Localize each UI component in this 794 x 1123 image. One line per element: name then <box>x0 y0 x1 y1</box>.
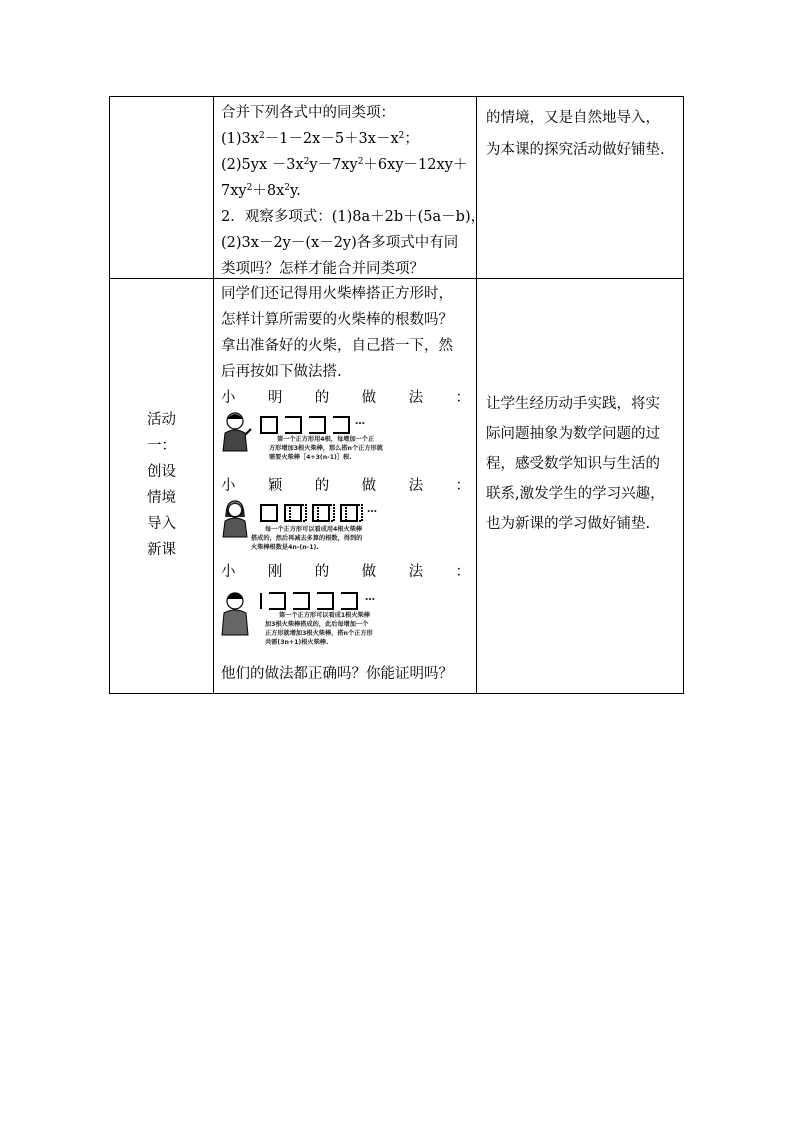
exercise-text <box>221 100 486 282</box>
label-line: 活动 <box>147 412 176 428</box>
text-line: 同学们还记得用火柴棒搭正方形时， <box>221 286 453 302</box>
heading-char: 做 <box>361 478 377 494</box>
method-heading-xiaogang <box>221 561 470 583</box>
text-line: 的情境，又是自然地导入， <box>486 110 660 126</box>
heading-char: 刚 <box>267 564 283 580</box>
text-line: $(1)3x^2-1-2x-5+3x-x^2$； <box>221 131 419 147</box>
text-line: 让学生经历动手实践，将实 <box>486 396 660 412</box>
text-line: 际问题抽象为数学问题的过 <box>486 426 660 442</box>
label-line: 新课 <box>147 542 176 558</box>
heading-char: 法 <box>408 564 424 580</box>
matchstick-squares <box>261 593 357 609</box>
xiaoming-figure <box>221 409 470 475</box>
text-line: 后再按如下做法搭. <box>221 364 342 380</box>
row2-content-cell <box>214 281 476 687</box>
purpose-text <box>486 389 684 539</box>
text-line: $7xy^2+8x^2y$. <box>221 183 301 199</box>
ellipsis: … <box>355 416 365 427</box>
purpose-text <box>486 103 684 167</box>
heading-char: 做 <box>361 564 377 580</box>
text-line: 联系,激发学生的学习兴趣， <box>486 486 665 502</box>
heading-char: 的 <box>314 564 330 580</box>
closing-question <box>221 661 470 687</box>
heading-char: 小 <box>221 478 236 494</box>
ellipsis: … <box>365 592 375 603</box>
girl-illustration <box>223 501 247 537</box>
caption-line: 需要火柴棒［4+3(n-1)］根. <box>269 454 352 461</box>
method-heading-xiaoying <box>221 475 470 497</box>
caption-line: 正方形就增加3根火柴棒，搭n个正方形 <box>265 630 373 637</box>
heading-char: 法 <box>408 478 424 494</box>
caption-line: 共需(3n+1)根火柴棒. <box>265 639 329 646</box>
intro-text <box>221 281 470 385</box>
text-line: $(2)5yx -3x^2y-7xy^2+6xy-12xy+$ <box>221 157 468 173</box>
label-line: 一： <box>147 438 176 454</box>
caption-line: 加3根火柴棒搭成的，此后每增加一个 <box>265 621 369 628</box>
matchstick-squares <box>261 505 362 521</box>
text-line: (2)3x－2y－(x－2y)各多项式中有同 <box>221 235 459 251</box>
heading-char: ： <box>455 564 470 580</box>
xiaoying-figure <box>221 497 470 561</box>
text-line: 拿出准备好的火柴，自己搭一下，然 <box>221 338 453 354</box>
heading-char: 小 <box>221 390 236 406</box>
boy-illustration <box>222 593 248 635</box>
text-line: 怎样计算所需要的火柴棒的根数吗？ <box>221 312 453 328</box>
caption-line: 搭成的，然后再减去多算的根数，得到的 <box>251 535 363 542</box>
lesson-table <box>109 96 684 694</box>
label-line: 创设 <box>147 464 176 480</box>
ellipsis: … <box>367 504 377 515</box>
method-heading-xiaoming <box>221 387 470 409</box>
heading-char: 的 <box>314 478 330 494</box>
heading-char: 的 <box>314 390 330 406</box>
xiaogang-figure <box>221 583 470 661</box>
activity-label <box>110 407 213 563</box>
label-line: 情境 <box>147 490 176 506</box>
caption-line: 火柴棒根数是4n-(n-1). <box>251 544 319 551</box>
caption-line: 每一个正方形可以看成用4根火柴棒 <box>265 526 363 533</box>
row2-purpose-cell <box>486 389 684 539</box>
caption-line: 方形增加3根火柴棒，那么搭n个正方形就 <box>269 445 383 452</box>
heading-char: 做 <box>361 390 377 406</box>
text-line: 他们的做法都正确吗？你能证明吗？ <box>221 666 453 682</box>
matchstick-squares <box>261 417 349 433</box>
text-line: 2．观察多项式：(1)8a＋2b＋(5a－b)， <box>221 209 486 225</box>
heading-char: ： <box>455 390 470 406</box>
caption-line: 第一个正方形可以看成1根火柴棒 <box>279 612 370 619</box>
text-line: 也为新课的学习做好铺垫. <box>486 516 651 532</box>
text-line: 为本课的探究活动做好铺垫. <box>486 142 665 158</box>
text-line: 合并下列各式中的同类项： <box>221 105 395 121</box>
method-caption <box>265 611 373 647</box>
heading-char: 明 <box>267 390 283 406</box>
row1-purpose-cell <box>486 103 684 278</box>
column-divider <box>476 97 477 693</box>
row2-label-cell <box>110 407 213 563</box>
method-caption <box>251 525 362 552</box>
heading-char: 小 <box>221 564 236 580</box>
caption-line: 第一个正方形用4根，每增加一个正 <box>277 436 375 443</box>
heading-char: 法 <box>408 390 424 406</box>
heading-char: 颖 <box>267 478 283 494</box>
row1-content-cell <box>214 100 486 278</box>
text-line: 类项吗？怎样才能合并同类项？ <box>221 261 424 277</box>
heading-char: ： <box>455 478 470 494</box>
text-line: 程，感受数学知识与生活的 <box>486 456 660 472</box>
label-line: 导入 <box>147 516 176 532</box>
method-caption <box>269 435 383 462</box>
boy-illustration <box>223 413 251 451</box>
